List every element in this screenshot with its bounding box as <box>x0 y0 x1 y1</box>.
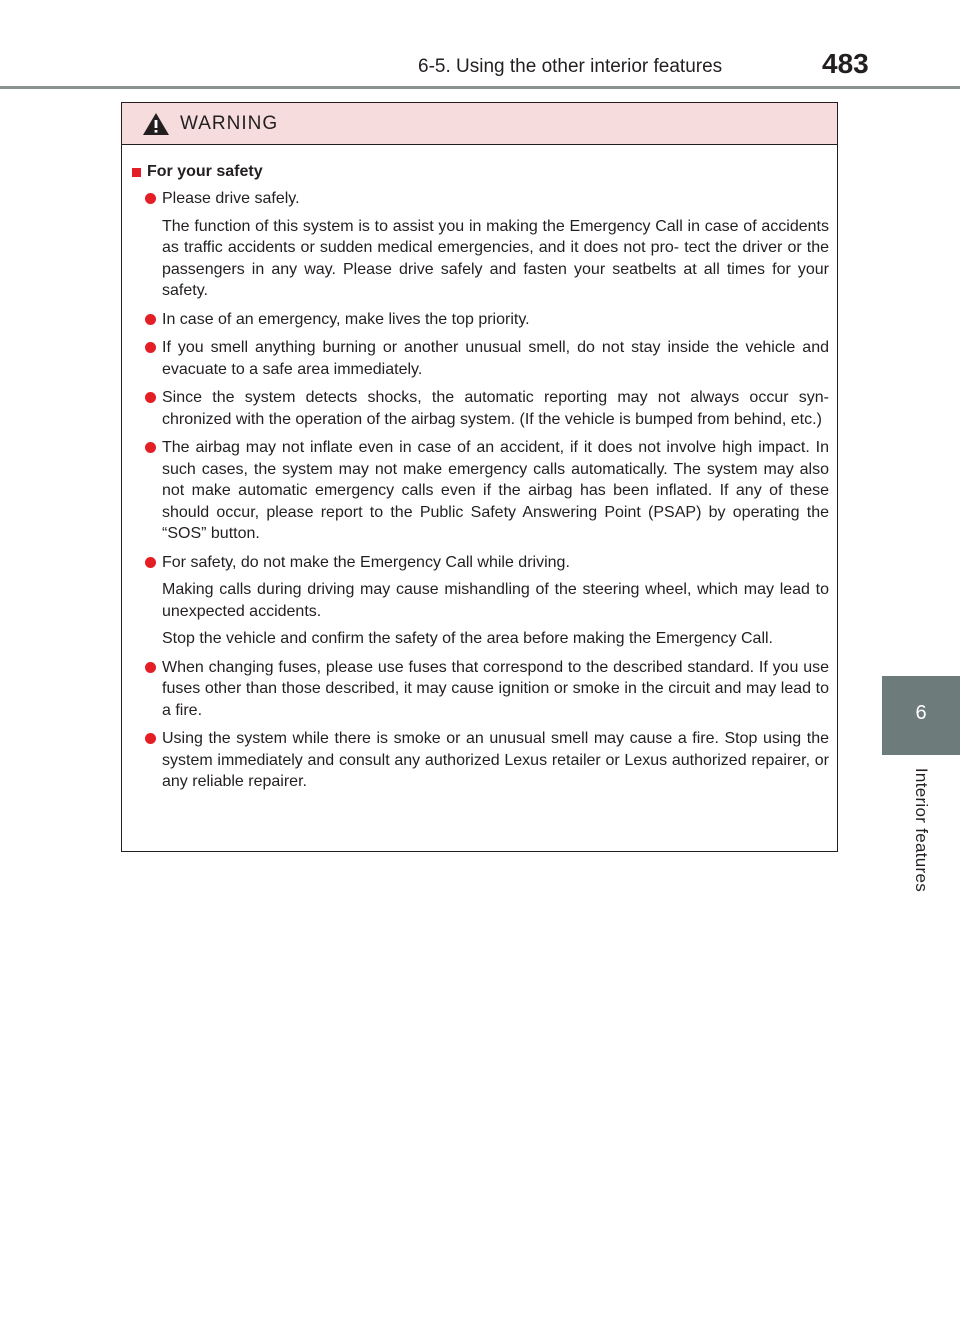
warning-item <box>145 387 829 430</box>
warning-box <box>121 102 838 852</box>
warning-item <box>145 728 829 793</box>
warning-item <box>145 657 829 722</box>
square-bullet-icon <box>132 168 141 177</box>
warning-icon <box>142 112 170 136</box>
warning-item-text: For safety, do not make the Emergency Call while driving. <box>162 553 570 571</box>
warning-item <box>145 188 829 210</box>
section-title: 6-5. Using the other interior features <box>418 56 723 77</box>
warning-item <box>145 552 829 574</box>
warning-item <box>145 337 829 380</box>
warning-item <box>145 437 829 545</box>
chapter-label: Interior features <box>912 767 931 893</box>
chapter-tab: 6 <box>882 676 960 755</box>
warning-item <box>145 309 829 331</box>
warning-item-text: If you smell anything burning or another unusual smell, do not stay inside the vehicle and evacuate to a safe area immediately. <box>162 339 829 378</box>
bullet-icon <box>145 557 156 568</box>
bullet-icon <box>145 392 156 403</box>
warning-item-text: Please drive safely. <box>162 190 300 207</box>
warning-item-text: In case of an emergency, make lives the top priority. <box>162 310 530 328</box>
warning-item-text: Since the system detects shocks, the automatic reporting may not always occur syn- chronized with the operation of the airbag system. (If the vehicle is bumped from behind, etc.) <box>162 389 829 428</box>
warning-item-detail: Stop the vehicle and confirm the safety of the area before making the Emergency Call. <box>162 630 773 647</box>
bullet-icon <box>145 442 156 453</box>
bullet-icon <box>145 314 156 325</box>
section-heading-text: For your safety <box>147 163 263 180</box>
warning-body <box>122 145 837 793</box>
bullet-icon <box>145 733 156 744</box>
warning-item-detail: The function of this system is to assist you in making the Emergency Call in case of accidents as traffic accidents or sudden medical emergencies, and it does not pro- tect the driver or the passengers in any way. Please drive safely and fasten your seatbelts at all times for your safety. <box>162 217 829 299</box>
warning-item-detail: Making calls during driving may cause mishandling of the steering wheel, which may lead to unexpected accidents. <box>162 581 829 620</box>
warning-item-text: Using the system while there is smoke or an unusual smell may cause a fire. Stop using the system immediately and consult any authorized Lexus retailer or Lexus authorized repairer, or any reliable repairer. <box>162 730 829 790</box>
bullet-icon <box>145 342 156 353</box>
bullet-icon <box>145 193 156 204</box>
warning-section-heading <box>132 163 829 181</box>
warning-item-text: When changing fuses, please use fuses that correspond to the described standard. If you use fuses other than those described, it may cause ignition or smoke in the circuit and may lead to a fire. <box>162 658 829 719</box>
warning-label: WARNING <box>180 112 279 134</box>
bullet-icon <box>145 662 156 673</box>
warning-header <box>122 103 837 145</box>
header-divider <box>0 86 960 89</box>
page-number: 483 <box>822 48 869 79</box>
warning-item-text: The airbag may not inflate even in case of an accident, if it does not involve high impact. In such cases, the system may not make emergency calls automatically. The system may also not make automatic emergency calls even if the airbag has been inflated. If any of these should occur, please report to the Public Safety Answering Point (PSAP) by operating the “SOS” button. <box>162 439 829 542</box>
